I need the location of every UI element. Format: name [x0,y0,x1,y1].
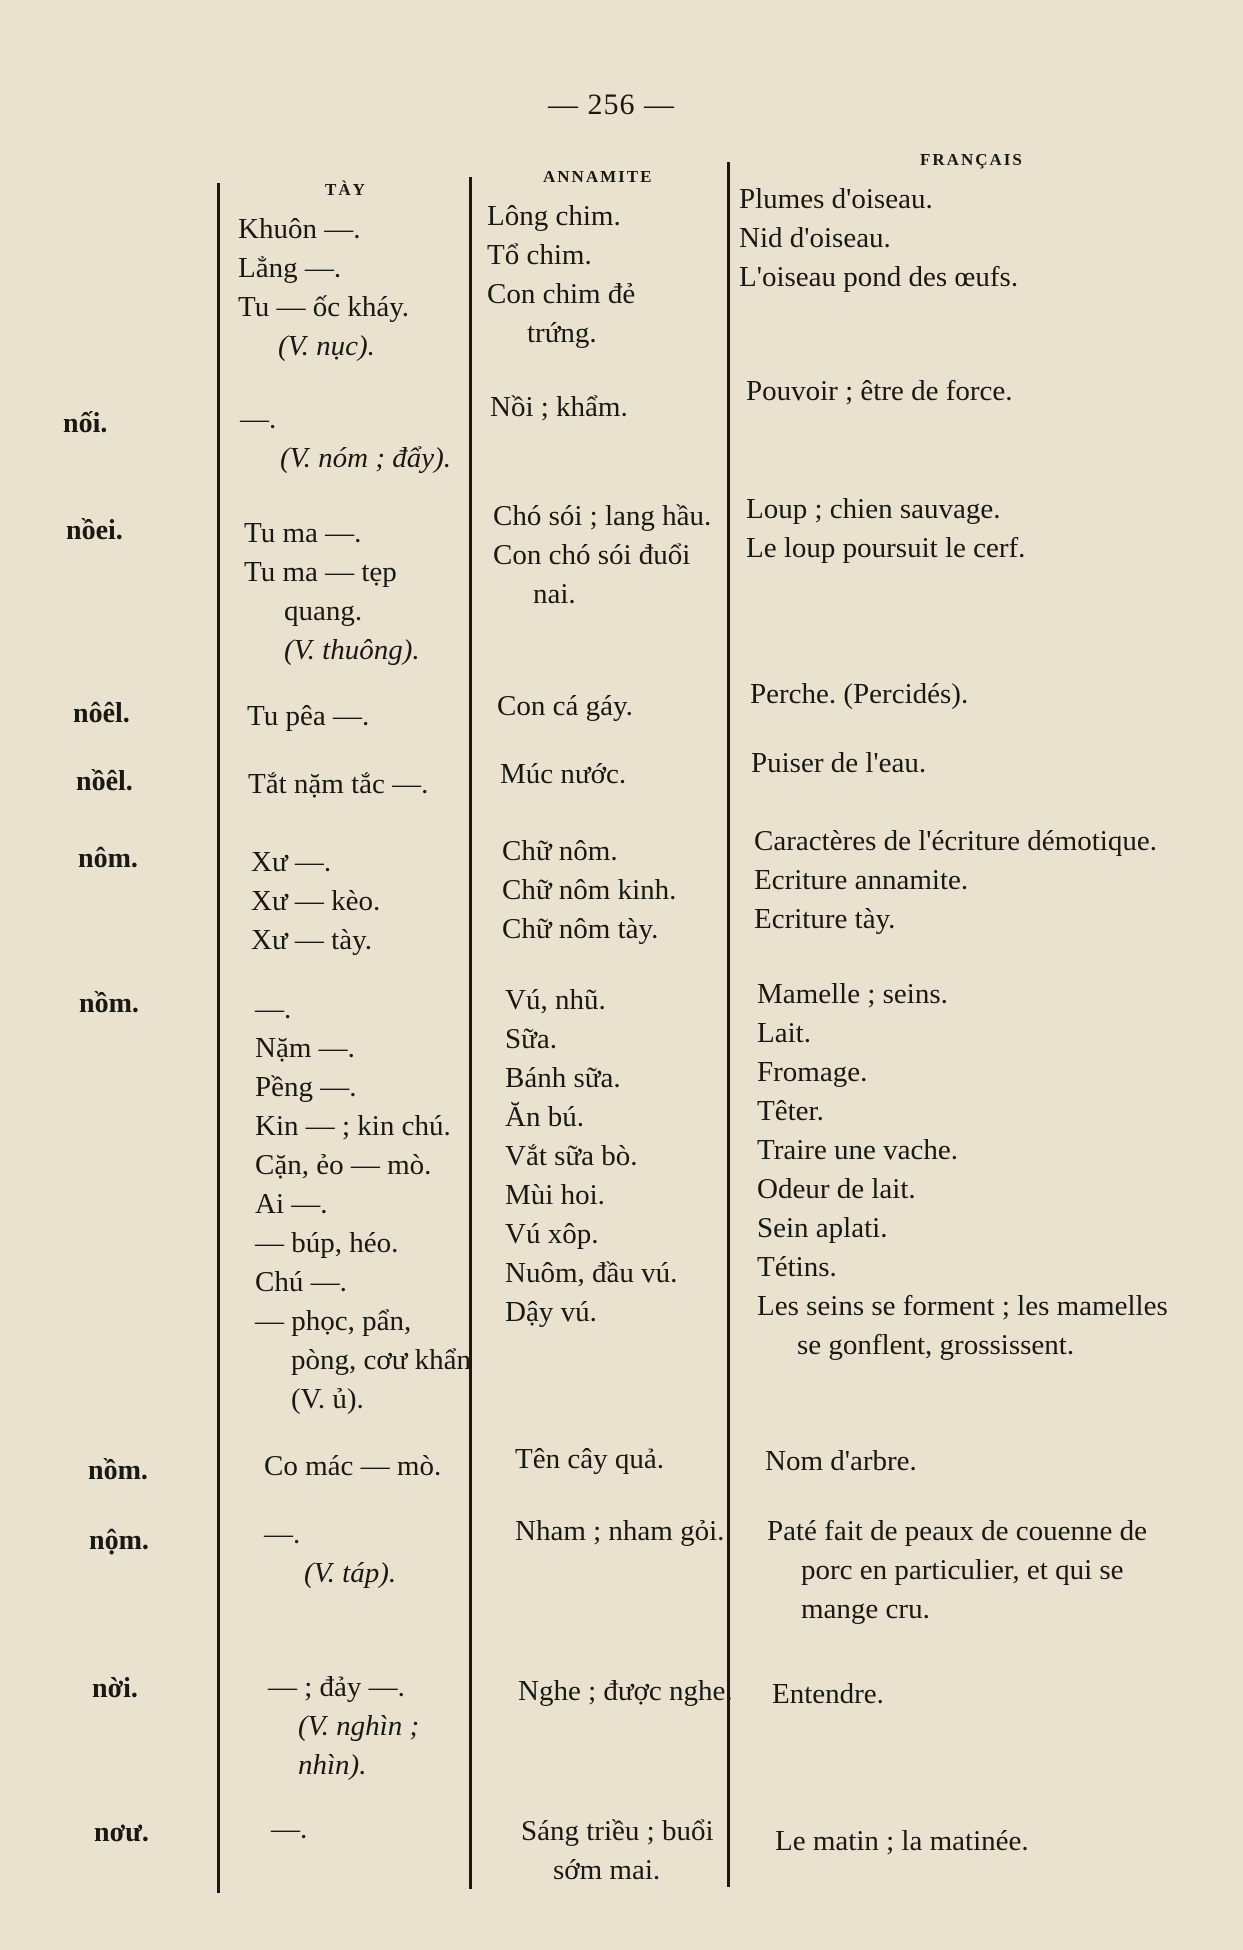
annamite-cell [493,497,711,614]
annamite-line: Sữa. [505,1023,557,1055]
annamite-line: Nghe ; được nghe. [518,1675,733,1707]
annamite-line: Bánh sữa. [505,1062,621,1094]
annamite-cell [515,1512,724,1551]
francais-cell [750,675,968,714]
tay-cell [240,400,451,478]
annamite-line: sớm mai. [553,1854,661,1886]
annamite-line: Vú, nhũ. [505,984,606,1016]
francais-cell [739,180,1018,297]
tay-line: Lẳng —. [238,252,342,284]
annamite-line: Nuôm, đầu vú. [505,1257,678,1289]
francais-line: Pouvoir ; être de force. [746,375,1013,407]
francais-line: Entendre. [772,1678,884,1710]
francais-line: Plumes d'oiseau. [739,183,933,215]
annamite-cell [505,981,677,1332]
annamite-line: Con chim đẻ [487,278,636,310]
headword: nồei. [66,515,123,546]
tay-line: —. [255,993,292,1025]
annamite-cell [497,687,633,726]
annamite-line: Ăn bú. [505,1101,584,1133]
francais-line: Ecriture tày. [754,903,896,935]
francais-cell [772,1675,884,1714]
tay-line: (V. thuông). [284,634,420,666]
tay-line: Chú —. [255,1266,347,1298]
headword: nôm. [78,843,138,874]
tay-line: Kin — ; kin chú. [255,1110,451,1142]
column-header-annamite: ANNAMITE [543,167,654,186]
tay-line: —. [240,403,277,435]
column-header-francais: FRANÇAIS [920,150,1024,169]
tay-line: Tu pêa —. [247,700,370,732]
annamite-line: Lông chim. [487,200,621,232]
headword: nồm. [79,988,139,1019]
annamite-cell [502,832,676,949]
tay-cell [244,514,420,670]
francais-line: Nid d'oiseau. [739,222,891,254]
tay-cell [251,843,380,960]
francais-line: Perche. (Percidés). [750,678,969,710]
tay-line: Nặm —. [255,1032,355,1064]
column-header-tay: TÀY [325,180,367,199]
francais-cell [765,1442,917,1481]
francais-line: Lait. [757,1017,811,1049]
tay-line: Pềng —. [255,1071,357,1103]
annamite-line: Chữ nôm tày. [502,913,659,945]
annamite-line: Dậy vú. [505,1296,597,1328]
francais-line: Odeur de lait. [757,1173,916,1205]
francais-line: L'oiseau pond des œufs. [739,261,1019,293]
headword: nôêl. [73,698,130,729]
tay-cell [238,210,409,366]
headword: nộm. [89,1525,149,1556]
francais-cell [757,975,1168,1365]
tay-line: —. [271,1813,308,1845]
annamite-line: Mùi hoi. [505,1179,605,1211]
tay-line: pòng, cơư khẩn [291,1344,472,1376]
annamite-line: Nồi ; khẩm. [490,391,628,423]
tay-line: — ; đảy —. [268,1671,405,1703]
tay-cell [268,1668,419,1785]
annamite-line: Tổ chim. [487,239,592,271]
annamite-line: Chữ nôm kinh. [502,874,677,906]
annamite-line: Chữ nôm. [502,835,618,867]
tay-line: (V. nục). [278,330,375,362]
annamite-line: Con chó sói đuổi [493,539,691,571]
francais-cell [746,490,1025,568]
column-rule-right [727,162,730,1887]
tay-line: — búp, héo. [255,1227,399,1259]
tay-cell [264,1515,396,1593]
annamite-line: Con cá gáy. [497,690,633,722]
tay-cell [264,1447,441,1486]
annamite-cell [490,388,628,427]
tay-line: —. [264,1518,301,1550]
annamite-cell [515,1440,664,1479]
francais-line: Le loup poursuit le cerf. [746,532,1026,564]
tay-line: (V. nghìn ; [298,1710,420,1742]
francais-line: Caractères de l'écriture démotique. [754,825,1157,857]
francais-line: Mamelle ; seins. [757,978,948,1010]
tay-line: Cặn, ẻo — mò. [255,1149,432,1181]
francais-cell [754,822,1157,939]
tay-line: Tu — ốc kháy. [238,291,410,323]
francais-cell [775,1822,1029,1861]
page-number: — 256 — [548,88,675,121]
annamite-line: Vắt sữa bò. [505,1140,638,1172]
francais-line: Sein aplati. [757,1212,888,1244]
tay-line: Xư —. [251,846,332,878]
francais-line: Paté fait de peaux de couenne de [767,1515,1148,1547]
annamite-cell [500,755,626,794]
annamite-line: Nham ; nham gỏi. [515,1515,725,1547]
tay-line: Xư — kèo. [251,885,381,917]
annamite-line: Tên cây quả. [515,1443,664,1475]
francais-line: Tétins. [757,1251,837,1283]
headword: nời. [92,1673,138,1704]
tay-line: — phọc, pẩn, [255,1305,412,1337]
annamite-line: Múc nước. [500,758,627,790]
tay-line: Xư — tày. [251,924,372,956]
annamite-line: nai. [533,578,576,610]
francais-cell [746,372,1013,411]
tay-line: Tắt nặm tắc —. [248,768,429,800]
tay-cell [248,765,428,804]
annamite-cell [487,197,635,353]
tay-line: (V. nóm ; đẩy). [280,442,452,474]
francais-line: Loup ; chien sauvage. [746,493,1001,525]
annamite-line: Chó sói ; lang hầu. [493,500,712,532]
francais-line: Ecriture annamite. [754,864,969,896]
headword: nồêl. [76,766,133,797]
tay-line: Tu ma — tẹp [244,556,397,588]
francais-line: Traire une vache. [757,1134,959,1166]
tay-line: Ai —. [255,1188,328,1220]
annamite-cell [518,1672,733,1711]
headword: nơư. [94,1817,149,1848]
tay-line: (V. ủ). [291,1383,364,1415]
column-rule-left [217,183,220,1893]
annamite-cell [521,1812,714,1890]
annamite-line: Vú xôp. [505,1218,599,1250]
headword: nối. [63,408,108,439]
francais-cell [751,744,926,783]
francais-cell [767,1512,1147,1629]
francais-line: porc en particulier, et qui se [801,1554,1124,1586]
tay-line: Khuôn —. [238,213,361,245]
tay-cell [247,697,369,736]
francais-line: Nom d'arbre. [765,1445,917,1477]
annamite-line: Sáng triều ; buổi [521,1815,714,1847]
headword: nồm. [88,1455,148,1486]
francais-line: Le matin ; la matinée. [775,1825,1029,1857]
francais-line: Puiser de l'eau. [751,747,927,779]
francais-line: Fromage. [757,1056,868,1088]
francais-line: Têter. [757,1095,824,1127]
tay-line: (V. táp). [304,1557,397,1589]
annamite-line: trứng. [527,317,597,349]
tay-line: Co mác — mò. [264,1450,442,1482]
tay-cell [271,1810,307,1849]
francais-line: Les seins se forment ; les mamelles [757,1290,1168,1322]
tay-line: Tu ma —. [244,517,362,549]
tay-line: nhìn). [298,1749,367,1781]
tay-cell [255,990,471,1419]
tay-line: quang. [284,595,363,627]
francais-line: mange cru. [801,1593,930,1625]
francais-line: se gonflent, grossissent. [797,1329,1075,1361]
